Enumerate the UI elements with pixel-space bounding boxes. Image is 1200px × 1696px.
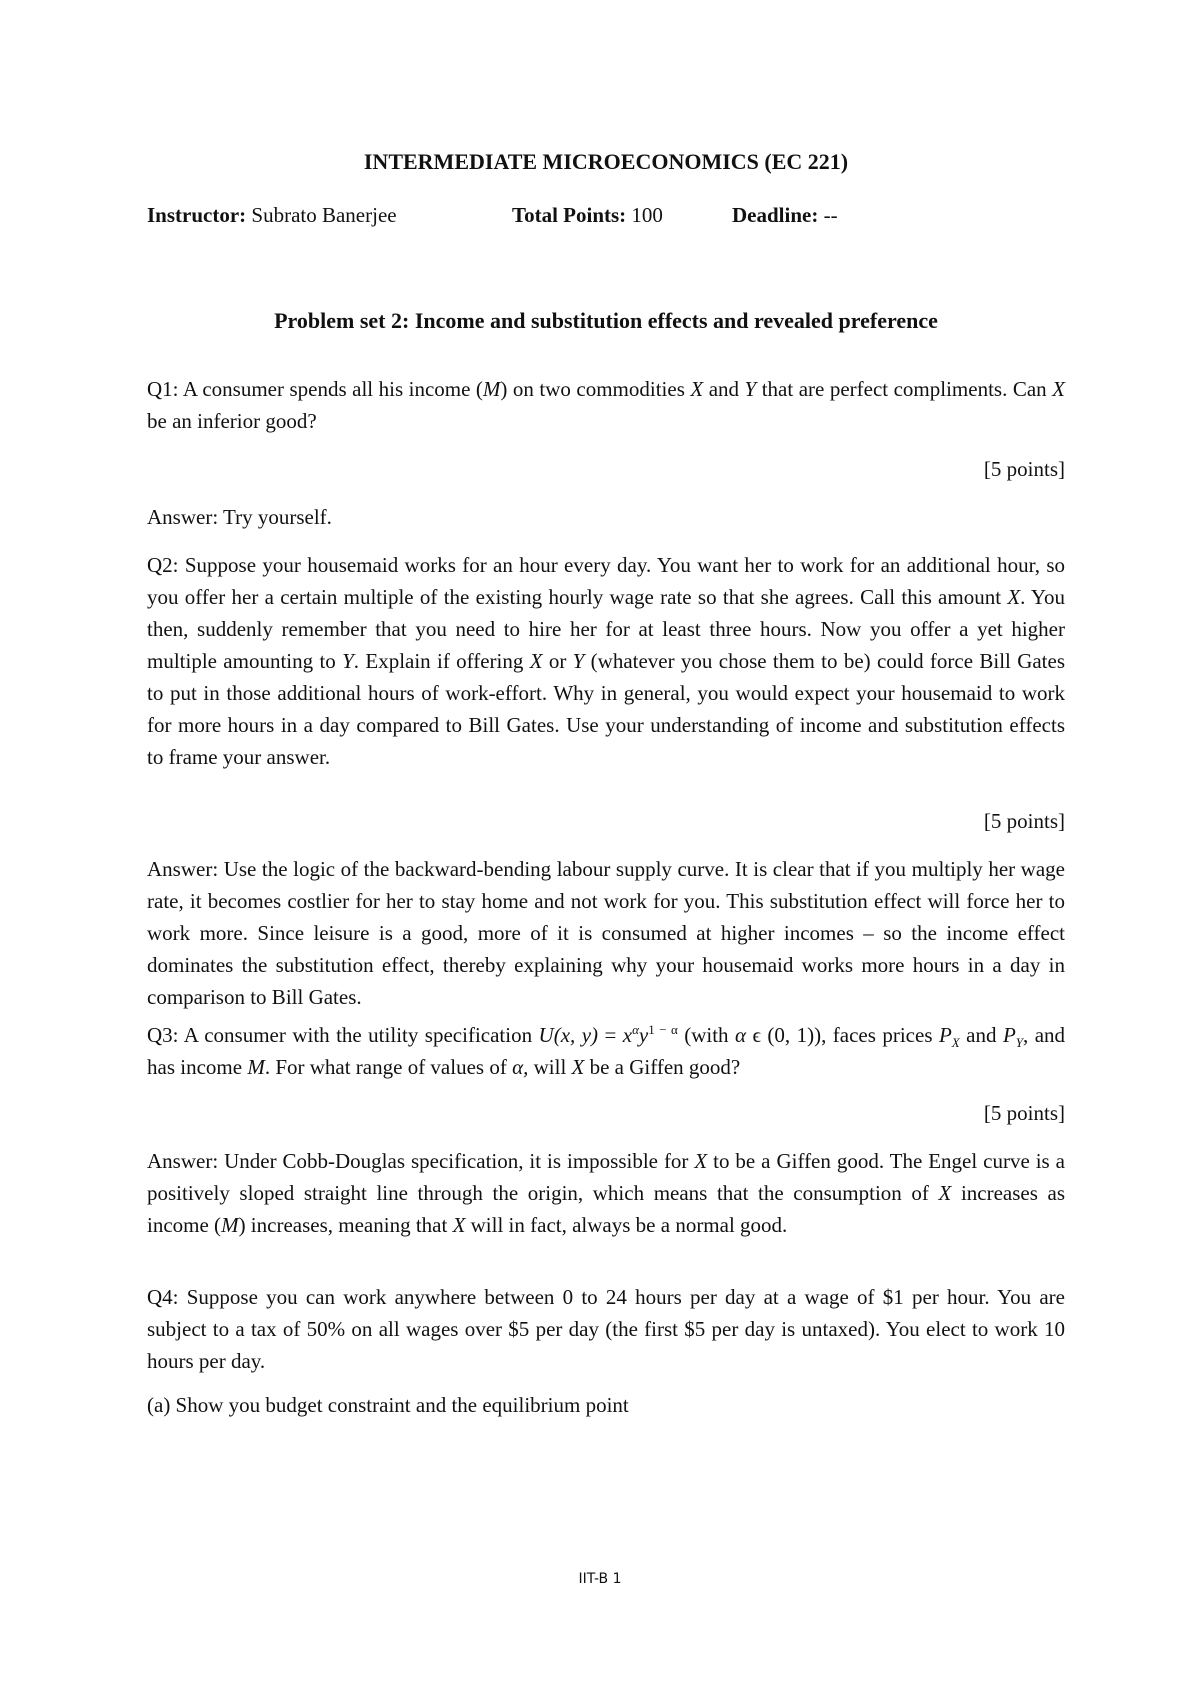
course-title: INTERMEDIATE MICROECONOMICS (EC 221) <box>363 149 849 174</box>
question-2: Q2: Suppose your housemaid works for an hour every day. You want her to work for an additional hour, so you offer her a certain multiple of the existing hourly wage rate so that she agrees. Call this amount X. You then, suddenly remember that you need to hire her for at least three hours. Now you offer a yet higher multiple amounting to Y. Explain if offering X or Y (whatever you chose them to be) could force Bill Gates to put in those additional hours of work-effort. Why in general, you would expect your housemaid to work for more hours in a day compared to Bill Gates. Use your understanding of income and substitution effects to frame your answer. <box>147 553 1066 769</box>
total-points: Total Points: 100 <box>512 203 663 227</box>
question-4: Q4: Suppose you can work anywhere between 0 to 24 hours per day at a wage of $1 per hour. You are subject to a tax of 50% on all wages over $5 per day (the first $5 per day is untaxed). You elect to work 10 hours per day. <box>147 1285 1065 1373</box>
deadline: Deadline: -- <box>732 203 838 227</box>
question-3: Q3: A consumer with the utility specification U(x, $y) = x^\alpha y^{1 - \alpha}$ (with α ϵ (0, 1)), faces prices $P_X$ and $P_Y$, and has income M. For what range of values of α, will X be a Giffen good? <box>147 1022 1066 1079</box>
answer-3: Answer: Under Cobb-Douglas specification, it is impossible for X to be a Giffen good. The Engel curve is a positively sloped straight line through the origin, which means that the consumption of X increases as income (M) increases, meaning that X will in fact, always be a normal good. <box>147 1149 1066 1237</box>
question-3-points: [5 points] <box>983 1101 1065 1125</box>
problem-set-title: Problem set 2: Income and substitution effects and revealed preference <box>274 308 938 333</box>
answer-2: Answer: Use the logic of the backward-bending labour supply curve. It is clear that if you multiply her wage rate, it becomes costlier for her to stay home and not work for you. This substitution effect will force her to work more. Since leisure is a good, more of it is consumed at higher incomes – so the income effect dominates the substitution effect, thereby explaining why your housemaid works more hours in a day in comparison to Bill Gates. <box>147 857 1065 1009</box>
question-1: Q1: A consumer spends all his income (M) on two commodities X and Y that are perfect compliments. Can X be an inferior good? <box>147 377 1065 433</box>
question-1-points: [5 points] <box>983 457 1065 481</box>
answer-1: Answer: Try yourself. <box>147 505 332 529</box>
question-2-points: [5 points] <box>983 809 1065 833</box>
question-4-part-a: (a) Show you budget constraint and the equilibrium point <box>147 1393 629 1417</box>
page-footer: IIT-B 1 <box>578 1571 622 1587</box>
instructor: Instructor: Subrato Banerjee <box>147 203 397 227</box>
